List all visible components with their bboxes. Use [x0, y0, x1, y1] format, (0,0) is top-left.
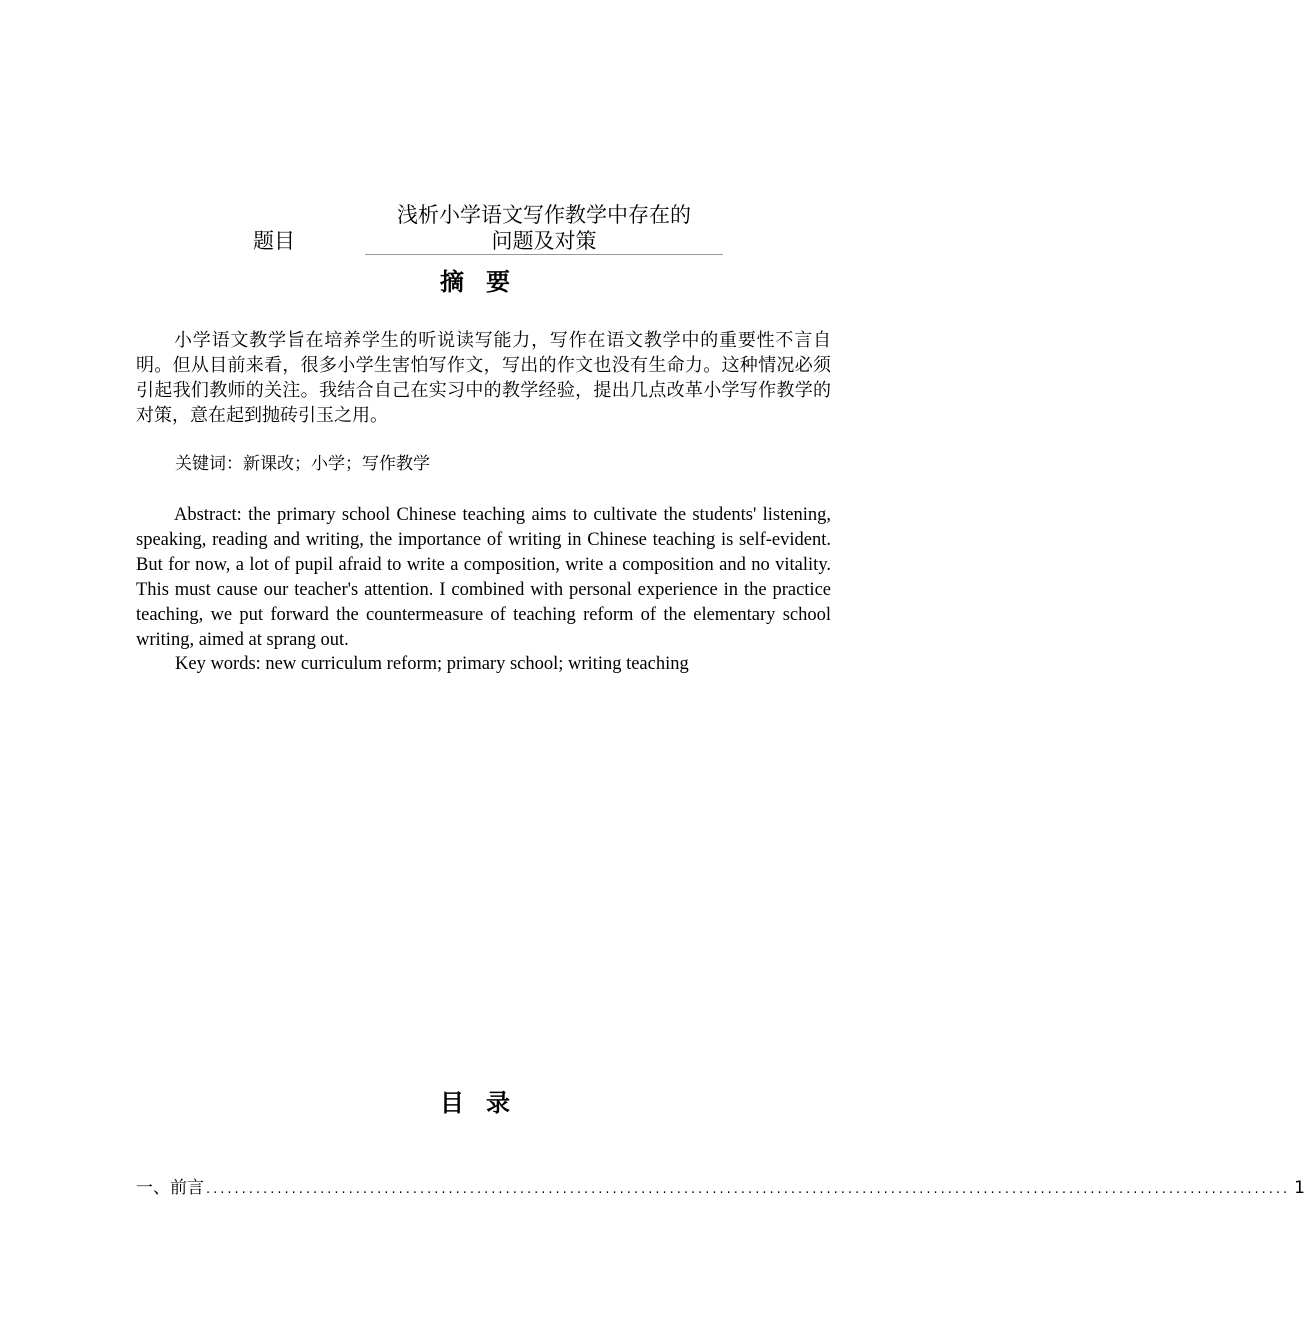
title-label: 题目 — [253, 229, 295, 253]
abstract-heading: 摘要 — [440, 268, 532, 296]
toc-leader-dots: ........................................................................................................................................................ — [206, 1182, 1291, 1197]
toc-heading: 目录 — [440, 1089, 532, 1117]
keywords-en: Key words: new curriculum reform; primary school; writing teaching — [175, 654, 689, 674]
keywords-cn-values: 新课改；小学；写作教学 — [243, 454, 430, 474]
abstract-cn-paragraph: 小学语文教学旨在培养学生的听说读写能力，写作在语文教学中的重要性不言自明。但从目前来看，很多小学生害怕写作文，写出的作文也没有生命力。这种情况必须引起我们教师的关注。我结合自己在实习中的教学经验，提出几点改革小学写作教学的对策，意在起到抛砖引玉之用。 — [136, 330, 831, 426]
thesis-title — [365, 202, 723, 255]
toc-entry-label: 一、前言 — [136, 1178, 204, 1198]
abstract-en-paragraph: Abstract: the primary school Chinese teaching aims to cultivate the students' listening, speaking, reading and writing, the importance of writing in Chinese teaching is self-evident. But for now, a lot of pupil afraid to write a composition, write a composition and no vitality. This must cause our teacher's attention. I combined with personal experience in the practice teaching, we put forward the countermeasure of teaching reform of the elementary school writing, aimed at sprang out. — [136, 505, 831, 650]
toc-entry-page: 1 — [1294, 1178, 1305, 1198]
keywords-cn — [175, 452, 430, 477]
toc-entry[interactable] — [136, 1176, 1305, 1200]
thesis-title-line1: 浅析小学语文写作教学中存在的 — [397, 203, 691, 227]
keywords-cn-label: 关键词： — [175, 454, 243, 474]
thesis-title-line2: 问题及对策 — [491, 229, 597, 253]
